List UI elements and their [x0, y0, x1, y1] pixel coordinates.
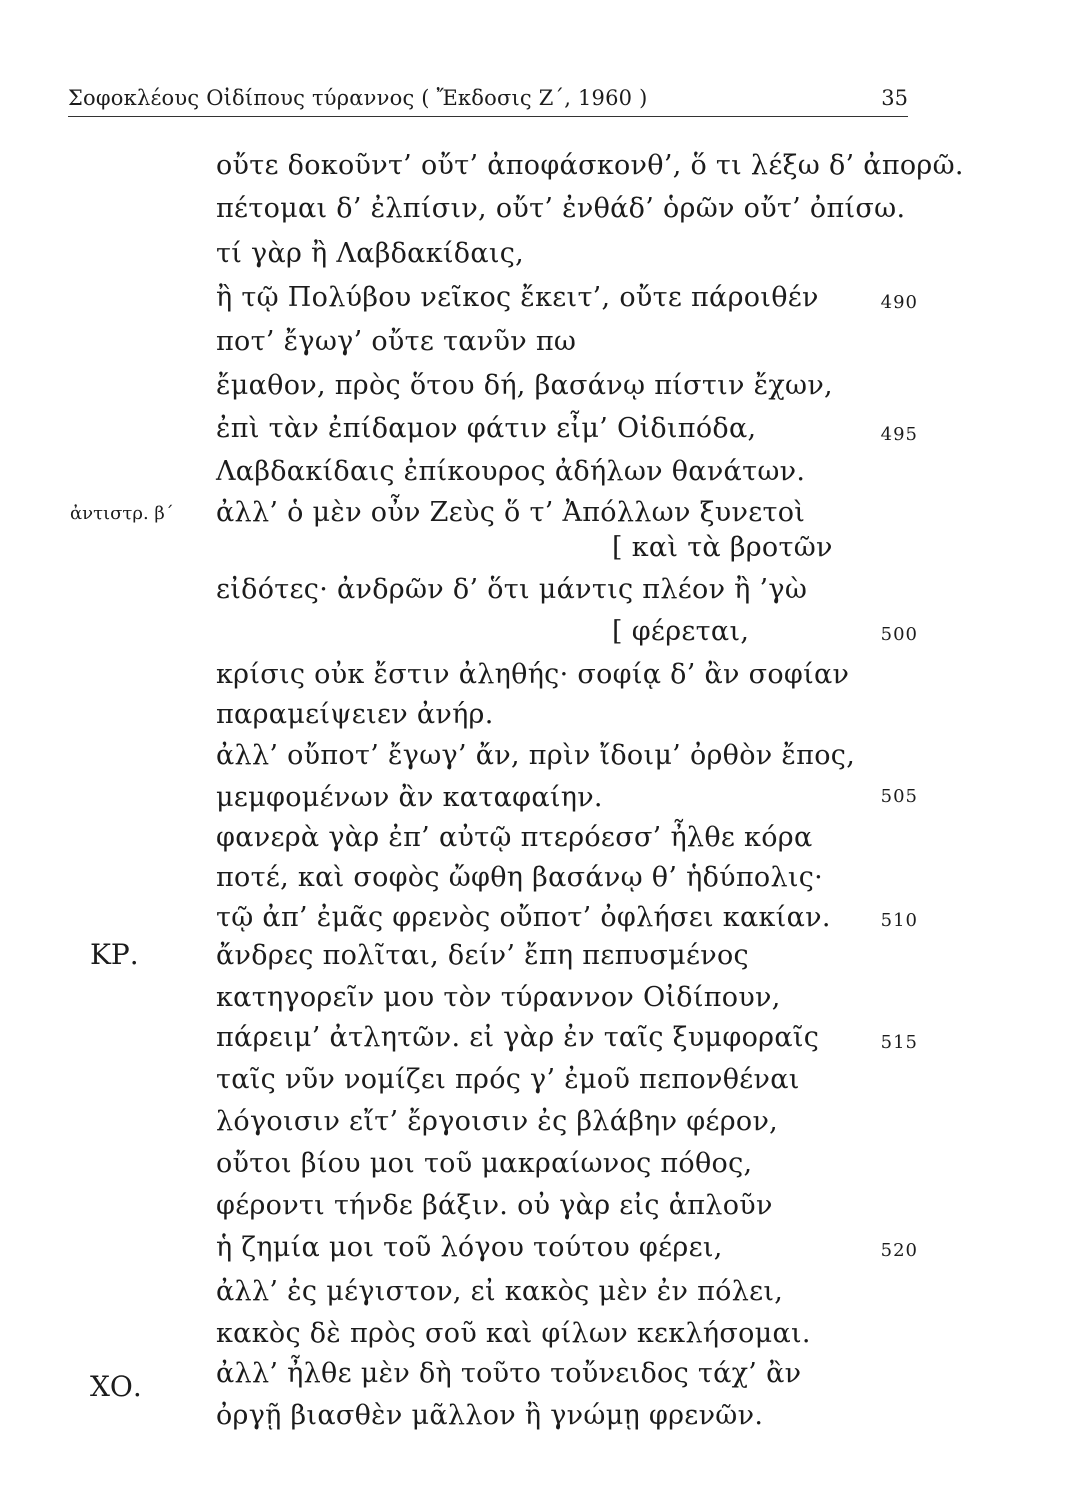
page-number: 35	[881, 86, 908, 110]
verse-line: οὔτε δοκοῦντ’ οὔτ’ ἀποφάσκονθ’, ὅ τι λέξω δ’ ἀπορῶ.	[216, 150, 964, 181]
verse-line: ποτέ, καὶ σοφὸς ὤφθη βασάνῳ θ’ ἡδύπολις·	[216, 862, 824, 893]
verse-line: τῷ ἀπ’ ἐμᾶς φρενὸς οὔποτ’ ὀφλήσει κακίαν.	[216, 902, 831, 933]
verse-line: ἀλλ’ ὁ μὲν οὖν Ζεὺς ὅ τ’ Ἀπόλλων ξυνετοὶ	[216, 497, 806, 528]
verse-line: εἰδότες· ἀνδρῶν δ’ ὅτι μάντις πλέον ἢ ’γὼ	[216, 574, 808, 605]
verse-line: τί γὰρ ἢ Λαβδακίδαις,	[216, 238, 525, 269]
verse-line: ταῖς νῦν νομίζει πρός γ’ ἐμοῦ πεπονθέναι	[216, 1064, 800, 1095]
verse-line: ἀλλ’ οὔποτ’ ἔγωγ’ ἄν, πρὶν ἴδοιμ’ ὀρθὸν ἔπος,	[216, 740, 856, 771]
running-title: Σοφοκλέους Οἰδίπους τύραννος ( Ἔκδοσις Ζ΄, 1960 )	[68, 86, 648, 110]
speaker-label-chorus: ΧΟ.	[90, 1370, 142, 1403]
verse-line: ἄνδρες πολῖται, δείν’ ἔπη πεπυσμένος	[216, 940, 749, 971]
verse-line: πάρειμ’ ἀτλητῶν. εἰ γὰρ ἐν ταῖς ξυμφοραῖς	[216, 1022, 820, 1053]
line-number: 490	[880, 292, 918, 313]
verse-line: κατηγορεῖν μου τὸν τύραννον Οἰδίπουν,	[216, 982, 781, 1013]
verse-line: πέτομαι δ’ ἐλπίσιν, οὔτ’ ἐνθάδ’ ὁρῶν οὔτ’ ὀπίσω.	[216, 193, 906, 224]
page-header	[68, 82, 908, 117]
verse-line: φέροντι τήνδε βάξιν. οὐ γὰρ εἰς ἁπλοῦν	[216, 1190, 773, 1221]
verse-line: ἀλλ’ ἐς μέγιστον, εἰ κακὸς μὲν ἐν πόλει,	[216, 1276, 784, 1307]
verse-line: κακὸς δὲ πρὸς σοῦ καὶ φίλων κεκλήσομαι.	[216, 1318, 811, 1349]
line-number: 515	[880, 1032, 918, 1053]
verse-line: μεμφομένων ἂν καταφαίην.	[216, 782, 603, 813]
line-number: 495	[880, 424, 918, 445]
line-number: 520	[880, 1240, 918, 1261]
verse-line: φανερὰ γὰρ ἐπ’ αὐτῷ πτερόεσσ’ ἦλθε κόρα	[216, 822, 813, 853]
verse-line: ἐπὶ τὰν ἐπίδαμον φάτιν εἶμ’ Οἰδιπόδα,	[216, 413, 757, 444]
verse-line: κρίσις οὐκ ἔστιν ἀληθής· σοφίᾳ δ’ ἂν σοφίαν	[216, 659, 850, 690]
verse-line: οὔτοι βίου μοι τοῦ μακραίωνος πόθος,	[216, 1148, 753, 1179]
verse-line: λόγοισιν εἴτ’ ἔργοισιν ἐς βλάβην φέρον,	[216, 1106, 779, 1137]
verse-line: ποτ’ ἔγωγ’ οὔτε τανῦν πω	[216, 326, 577, 357]
verse-line: ἀλλ’ ἦλθε μὲν δὴ τοῦτο τοὔνειδος τάχ’ ἂν	[216, 1358, 802, 1389]
line-number: 500	[880, 624, 918, 645]
line-number: 505	[880, 786, 918, 807]
verse-line: ἡ ζημία μοι τοῦ λόγου τούτου φέρει,	[216, 1232, 723, 1263]
stanza-label: ἀντιστρ. β΄	[70, 503, 174, 524]
verse-line-continuation: [ καὶ τὰ βροτῶν	[612, 532, 833, 563]
verse-line-continuation: [ φέρεται,	[612, 616, 750, 647]
verse-line: παραμείψειεν ἀνήρ.	[216, 699, 494, 730]
verse-line: ἢ τῷ Πολύβου νεῖκος ἔκειτ’, οὔτε πάροιθέν	[216, 282, 819, 313]
verse-line: ἔμαθον, πρὸς ὅτου δή, βασάνῳ πίστιν ἔχων,	[216, 370, 833, 401]
verse-line: ὀργῇ βιασθὲν μᾶλλον ἢ γνώμῃ φρενῶν.	[216, 1400, 764, 1431]
speaker-label-kreon: ΚΡ.	[90, 938, 139, 971]
line-number: 510	[880, 910, 918, 931]
verse-line: Λαβδακίδαις ἐπίκουρος ἀδήλων θανάτων.	[216, 456, 806, 487]
